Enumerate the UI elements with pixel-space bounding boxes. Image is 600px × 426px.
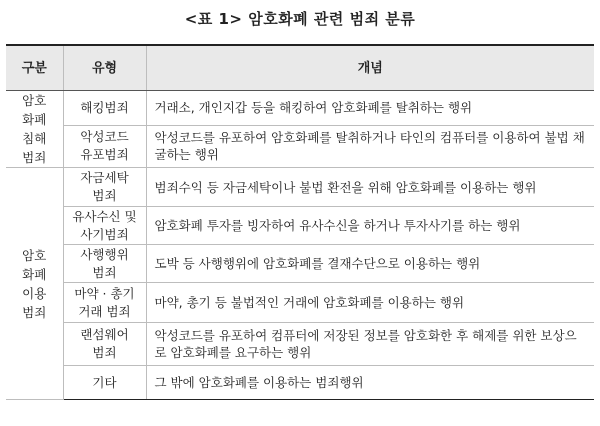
type-cell xyxy=(63,366,146,400)
table-row xyxy=(6,207,594,245)
type-label: 마약 · 총기 거래 범죄 xyxy=(74,285,135,319)
type-cell xyxy=(63,283,146,323)
table-row xyxy=(6,168,594,207)
concept-cell: 암호화폐 투자를 빙자하여 유사수신을 하거나 투자사기를 하는 행위 xyxy=(146,207,594,245)
concept-cell: 도박 등 사행행위에 암호화폐를 결재수단으로 이용하는 행위 xyxy=(146,245,594,283)
table-row xyxy=(6,125,594,167)
table-title: <표 1> 암호화폐 관련 범죄 분류 xyxy=(184,10,416,28)
concept-cell: 거래소, 개인지갑 등을 해킹하여 암호화폐를 탈취하는 행위 xyxy=(146,91,594,126)
table-header-row xyxy=(6,45,594,91)
type-cell xyxy=(63,168,146,207)
table-row xyxy=(6,245,594,283)
concept-cell: 악성코드를 유포하여 컴퓨터에 저장된 정보를 암호화한 후 해제를 위한 보상으로 암호화폐를 요구하는 행위 xyxy=(146,323,594,366)
type-label: 랜섬웨어 범죄 xyxy=(80,327,129,360)
type-label: 기타 xyxy=(92,374,117,390)
category-infringement-crime xyxy=(6,91,63,168)
type-label: 사행행위 범죄 xyxy=(80,246,129,280)
table-row xyxy=(6,91,594,126)
type-label: 악성코드 유포범죄 xyxy=(80,129,129,163)
table-row xyxy=(6,323,594,366)
type-cell xyxy=(63,323,146,366)
crime-classification-table xyxy=(6,44,594,400)
category-usage-crime xyxy=(6,168,63,400)
type-label: 해킹범죄 xyxy=(80,99,129,115)
type-cell xyxy=(63,245,146,283)
type-label: 유사수신 및 사기범죄 xyxy=(72,208,137,242)
table-row xyxy=(6,283,594,323)
header-type: 유형 xyxy=(63,45,146,91)
type-cell xyxy=(63,207,146,245)
header-concept: 개념 xyxy=(146,45,594,91)
concept-cell: 악성코드를 유포하여 암호화폐를 탈취하거나 타인의 컴퓨터를 이용하여 불법 채굴하는 행위 xyxy=(146,125,594,167)
concept-cell: 그 밖에 암호화폐를 이용하는 범죄행위 xyxy=(146,366,594,400)
concept-cell: 범죄수익 등 자금세탁이나 불법 환전을 위해 암호화폐를 이용하는 행위 xyxy=(146,168,594,207)
category-label: 암호 화폐 이용 범죄 xyxy=(22,247,47,320)
table-row xyxy=(6,366,594,400)
concept-cell: 마약, 총기 등 불법적인 거래에 암호화폐를 이용하는 행위 xyxy=(146,283,594,323)
type-cell xyxy=(63,125,146,167)
type-label: 자금세탁 범죄 xyxy=(80,170,129,203)
category-label: 암호 화폐 침해 범죄 xyxy=(22,93,47,165)
header-category: 구분 xyxy=(6,45,63,91)
type-cell xyxy=(63,91,146,126)
